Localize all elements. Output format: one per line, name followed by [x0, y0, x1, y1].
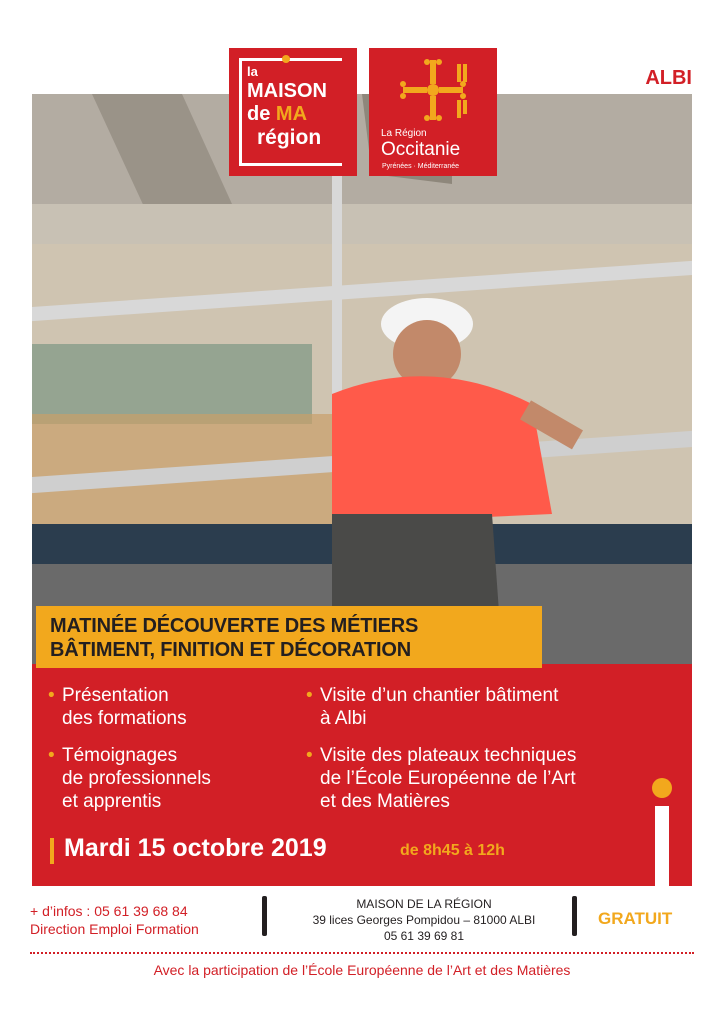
region-occitanie-logo: [369, 48, 497, 176]
contact-phone: + d’infos : 05 61 39 68 84: [30, 903, 188, 919]
city-label: ALBI: [645, 67, 692, 89]
dotted-divider: [30, 952, 694, 954]
logo-text: de MA: [247, 103, 308, 125]
contact-department: Direction Emploi Formation: [30, 921, 199, 937]
program-item: • Visite d’un chantier bâtiment à Albi: [306, 685, 559, 729]
maison-de-ma-region-logo: [229, 48, 357, 176]
program-item: • Visite des plateaux techniques de l’École Européenne de l’Art et des Matières: [306, 745, 577, 812]
title-line: MATINÉE DÉCOUVERTE DES MÉTIERS: [50, 615, 419, 637]
event-time: de 8h45 à 12h: [400, 842, 505, 859]
divider: [262, 896, 267, 936]
logo-text: Pyrénées · Méditerranée: [382, 163, 460, 170]
bullet-icon: •: [306, 745, 313, 766]
info-icon: [652, 778, 672, 888]
logo-text: La Région: [381, 128, 427, 139]
logo-text: MAISON: [247, 80, 327, 102]
program-item: • Présentation des formations: [48, 685, 187, 729]
logo-text: région: [257, 126, 322, 149]
title-line: BÂTIMENT, FINITION ET DÉCORATION: [50, 639, 411, 661]
price-label: GRATUIT: [598, 909, 673, 928]
bullet-icon: •: [48, 745, 55, 766]
occitan-cross-icon: [397, 56, 469, 124]
logo-text: la: [247, 64, 258, 79]
program-panel: [32, 664, 692, 886]
logo-dot-icon: [282, 55, 290, 63]
contact-info: [30, 902, 199, 938]
hero-photo: [32, 94, 692, 664]
divider: [572, 896, 577, 936]
bullet-icon: •: [306, 685, 313, 706]
venue-address: MAISON DE LA RÉGION 39 lices Georges Pompidou – 81000 ALBI 05 61 39 69 81: [312, 897, 536, 943]
event-title: [36, 606, 542, 668]
event-date-main: Mardi 15 octobre 2019: [64, 834, 327, 862]
program-item: • Témoignages de professionnels et apprentis: [48, 745, 211, 812]
logo-text: Occitanie: [381, 139, 461, 160]
bullet-icon: •: [48, 685, 55, 706]
partner-note: Avec la participation de l’École Européenne de l’Art et des Matières: [153, 962, 571, 978]
